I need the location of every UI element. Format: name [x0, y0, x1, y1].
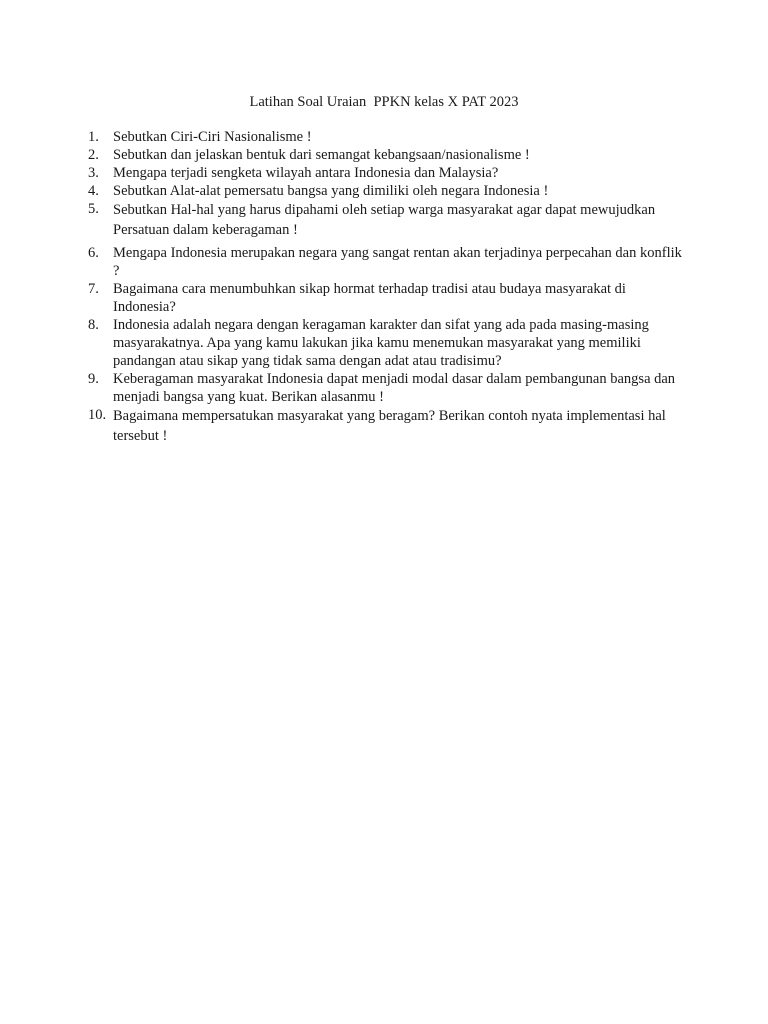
question-number: 4.	[88, 183, 99, 199]
document-title: Latihan Soal Uraian PPKN kelas X PAT 2023	[249, 94, 519, 110]
question-number: 1.	[88, 129, 99, 145]
question-text: Sebutkan Ciri-Ciri Nasionalisme !	[113, 129, 312, 145]
question-text: Bagaimana cara menumbuhkan sikap hormat terhadap tradisi atau budaya masyarakat di Indonesia?	[113, 281, 626, 315]
question-text: Sebutkan Alat-alat pemersatu bangsa yang dimiliki oleh negara Indonesia !	[113, 183, 549, 199]
question-number: 7.	[88, 281, 99, 297]
question-text: Bagaimana mempersatukan masyarakat yang beragam? Berikan contoh nyata implementasi hal tersebut !	[113, 408, 666, 444]
question-item-3	[88, 164, 688, 182]
question-number: 2.	[88, 147, 99, 163]
question-text: Keberagaman masyarakat Indonesia dapat menjadi modal dasar dalam pembangunan bangsa dan menjadi bangsa yang kuat. Berikan alasanmu !	[113, 371, 676, 405]
question-text: Indonesia adalah negara dengan keragaman karakter dan sifat yang ada pada masing-masing masyarakatnya. Apa yang kamu lakukan jika kamu menemukan masyarakat yang memiliki pandangan atau sikap yang tidak sama dengan adat atau tradisimu?	[113, 317, 649, 369]
question-number: 5.	[88, 201, 99, 217]
question-item-4	[88, 182, 688, 200]
question-text: Mengapa terjadi sengketa wilayah antara Indonesia dan Malaysia?	[113, 165, 499, 181]
question-item-9	[88, 370, 688, 406]
question-text: Sebutkan Hal-hal yang harus dipahami oleh setiap warga masyarakat agar dapat mewujudkan Persatuan dalam keberagaman !	[113, 202, 656, 238]
question-item-10	[88, 406, 688, 446]
question-item-8	[88, 316, 688, 370]
question-item-7	[88, 280, 688, 316]
question-text: Mengapa Indonesia merupakan negara yang sangat rentan akan terjadinya perpecahan dan konflik ?	[113, 245, 682, 279]
question-item-5	[88, 200, 688, 240]
question-number: 9.	[88, 371, 99, 387]
question-number: 8.	[88, 317, 99, 333]
question-item-6	[88, 244, 688, 280]
question-number: 3.	[88, 165, 99, 181]
question-item-1	[88, 128, 688, 146]
question-text: Sebutkan dan jelaskan bentuk dari semangat kebangsaan/nasionalisme !	[113, 147, 530, 163]
question-number: 10.	[88, 407, 107, 423]
question-item-2	[88, 146, 688, 164]
question-number: 6.	[88, 245, 99, 261]
question-list	[88, 128, 688, 446]
